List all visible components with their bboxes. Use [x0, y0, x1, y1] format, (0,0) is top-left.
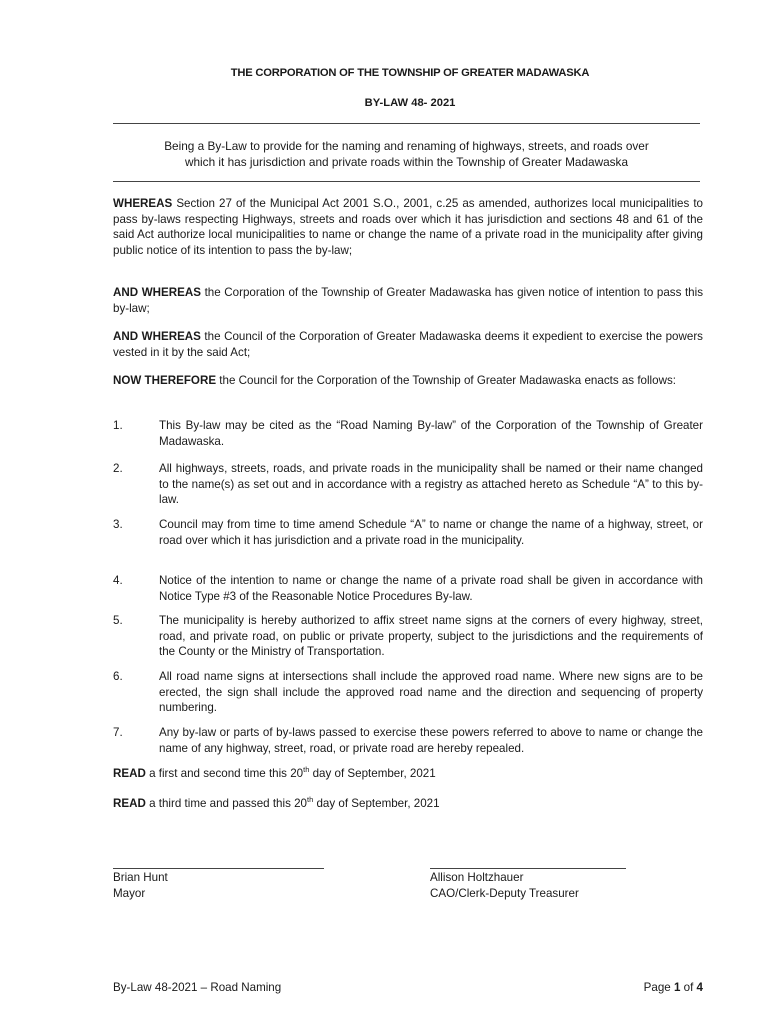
footer-document-title: By-Law 48-2021 – Road Naming — [113, 981, 282, 994]
clause-text: This By-law may be cited as the “Road Naming By-law” of the Corporation of the Township of Greater Madawaska. — [159, 419, 703, 448]
bylaw-number: BY-LAW 48- 2021 — [364, 97, 456, 109]
reading-lead: READ — [113, 767, 146, 780]
clerk-title: CAO/Clerk-Deputy Treasurer — [430, 886, 579, 900]
clause-text: Council may from time to time amend Schedule “A” to name or change the name of a highway, street, or road over which it has jurisdiction and a private road in the municipality. — [159, 518, 703, 547]
footer-page-number — [560, 981, 703, 994]
page-total: 4 — [696, 981, 703, 994]
purpose-divider — [113, 181, 700, 182]
top-divider — [113, 123, 700, 124]
reading-third — [113, 796, 703, 812]
clause-text: The municipality is hereby authorized to affix street name signs at the corners of every highway, street, road, and private road, on public or private property, subject to the jurisdictions and the requirements of the County or the Ministry of Transportation. — [159, 614, 703, 658]
recital-lead: WHEREAS — [113, 197, 173, 210]
corporation-heading: THE CORPORATION OF THE TOWNSHIP OF GREATER MADAWASKA — [230, 67, 590, 79]
recital-lead: NOW THEREFORE — [113, 374, 217, 387]
recital-now-therefore — [113, 373, 703, 389]
page-word: Page — [643, 981, 674, 994]
clerk-signature-block — [430, 870, 579, 901]
reading-text: a first and second time this 20 — [145, 767, 304, 780]
clause-4 — [113, 573, 703, 604]
clause-text: Any by-law or parts of by-laws passed to exercise these powers referred to above to name or change the name of any highway, street, road, or private road are hereby repealed. — [159, 726, 703, 755]
mayor-name: Brian Hunt — [113, 871, 168, 884]
clause-7 — [113, 725, 703, 756]
recital-whereas — [113, 196, 703, 258]
bylaw-purpose — [113, 139, 700, 170]
recital-lead: AND WHEREAS — [113, 330, 201, 343]
mayor-title: Mayor — [113, 886, 146, 900]
clause-2 — [113, 461, 703, 508]
clause-number: 7. — [113, 726, 123, 739]
mayor-signature-block — [113, 870, 168, 901]
recital-text: the Council of the Corporation of Greater Madawaska deems it expedient to exercise the powers vested in it by the said Act; — [113, 330, 703, 359]
clause-5 — [113, 613, 703, 660]
page-current: 1 — [673, 981, 681, 994]
page-of: of — [680, 981, 697, 994]
clause-number: 1. — [113, 419, 123, 432]
clause-text: All road name signs at intersections shall include the approved road name. Where new signs are to be erected, the sign shall include the approved road name and the direction and sequencing of property numbering. — [159, 670, 703, 714]
clause-text: Notice of the intention to name or change the name of a private road shall be given in accordance with Notice Type #3 of the Reasonable Notice Procedures By-law. — [159, 574, 703, 603]
clerk-signature-line — [430, 868, 626, 869]
mayor-signature-line — [113, 868, 324, 869]
clause-number: 6. — [113, 670, 123, 683]
clause-number: 4. — [113, 574, 123, 587]
purpose-line-1: Being a By-Law to provide for the naming and renaming of highways, streets, and roads over — [164, 139, 649, 153]
clause-6 — [113, 669, 703, 716]
ordinal-suffix: th — [306, 795, 314, 805]
clause-number: 2. — [113, 462, 123, 475]
clause-1 — [113, 418, 703, 449]
recital-and-whereas-2 — [113, 329, 703, 360]
reading-lead: READ — [113, 797, 146, 810]
reading-date: day of September, 2021 — [313, 797, 440, 810]
recital-and-whereas-1 — [113, 285, 703, 316]
ordinal-suffix: th — [303, 765, 310, 775]
purpose-line-2: which it has jurisdiction and private roads within the Township of Greater Madawaska — [184, 154, 629, 169]
clerk-name: Allison Holtzhauer — [430, 871, 524, 884]
clause-number: 3. — [113, 518, 123, 531]
clause-number: 5. — [113, 614, 123, 627]
recital-text: Section 27 of the Municipal Act 2001 S.O., 2001, c.25 as amended, authorizes local municipalities to pass by-laws respecting Highways, streets and roads over which it has jurisdiction and sections 48 and 61 of the said Act authorize local municipalities to name or change the name of a private road in the municipality after giving public notice of its intention to pass the by-law; — [113, 197, 703, 257]
recital-lead: AND WHEREAS — [113, 286, 201, 299]
reading-date: day of September, 2021 — [309, 767, 436, 780]
recital-text: the Council for the Corporation of the Township of Greater Madawaska enacts as follows: — [216, 374, 676, 387]
clause-3 — [113, 517, 703, 548]
recital-text: the Corporation of the Township of Greater Madawaska has given notice of intention to pass this by-law; — [113, 286, 703, 315]
reading-text: a third time and passed this 20 — [145, 797, 307, 810]
reading-first-second — [113, 766, 703, 782]
clause-text: All highways, streets, roads, and private roads in the municipality shall be named or their name changed to the name(s) as set out and in accordance with a registry as attached hereto as Schedule “A” to this by-law. — [159, 462, 703, 506]
